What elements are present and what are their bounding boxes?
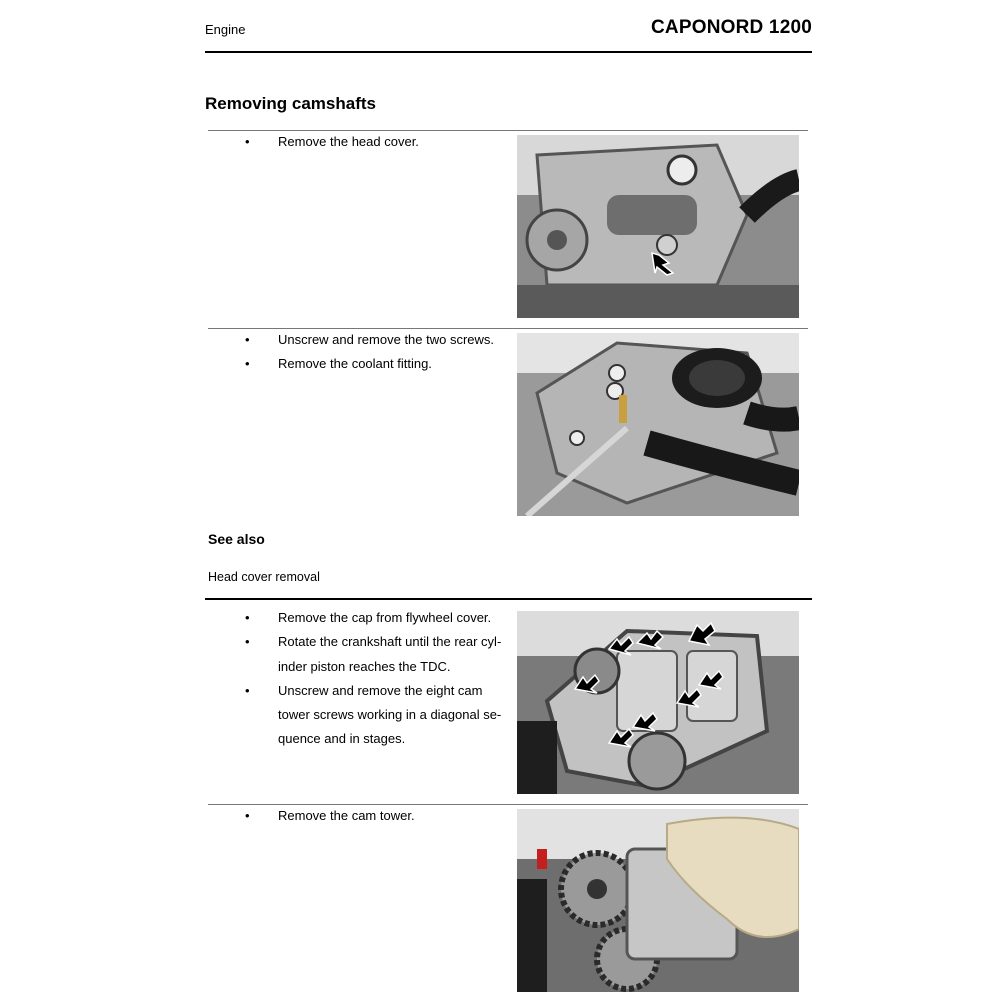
step-item: • Rotate the crankshaft until the rear cyl-inder piston reaches the TDC. <box>245 630 507 679</box>
step-item: • Unscrew and remove the two screws. <box>245 328 507 352</box>
header-divider <box>205 51 812 53</box>
section-divider <box>205 598 812 600</box>
step-item: • Remove the coolant fitting. <box>245 352 507 376</box>
step-list-3 <box>245 606 507 752</box>
bullet-icon: • <box>245 682 250 698</box>
bullet-icon: • <box>245 356 250 372</box>
page-heading: Removing camshafts <box>205 94 376 113</box>
coolant-fitting-photo <box>517 333 799 516</box>
step-item: • Remove the cam tower. <box>245 804 507 828</box>
cam-tower-screws-photo <box>517 611 799 794</box>
document-title: CAPONORD 1200 <box>651 17 812 38</box>
bullet-icon: • <box>245 634 250 650</box>
step-item: • Remove the cap from flywheel cover. <box>245 606 507 630</box>
see-also-heading: See also <box>208 531 265 547</box>
step-item: • Remove the head cover. <box>245 130 507 154</box>
step-list-2 <box>245 328 507 377</box>
section-label: Engine <box>205 22 246 37</box>
step-list-1 <box>245 130 507 154</box>
see-also-link[interactable]: Head cover removal <box>208 570 320 584</box>
bullet-icon: • <box>245 808 250 823</box>
step-item: • Unscrew and remove the eight cam tower screws working in a diagonal se-quence and in stages. <box>245 679 507 752</box>
bullet-icon: • <box>245 134 250 149</box>
bullet-icon: • <box>245 610 250 625</box>
step-list-4 <box>245 804 507 828</box>
cam-tower-removal-photo <box>517 809 799 992</box>
engine-head-cover-photo <box>517 135 799 318</box>
bullet-icon: • <box>245 332 250 347</box>
